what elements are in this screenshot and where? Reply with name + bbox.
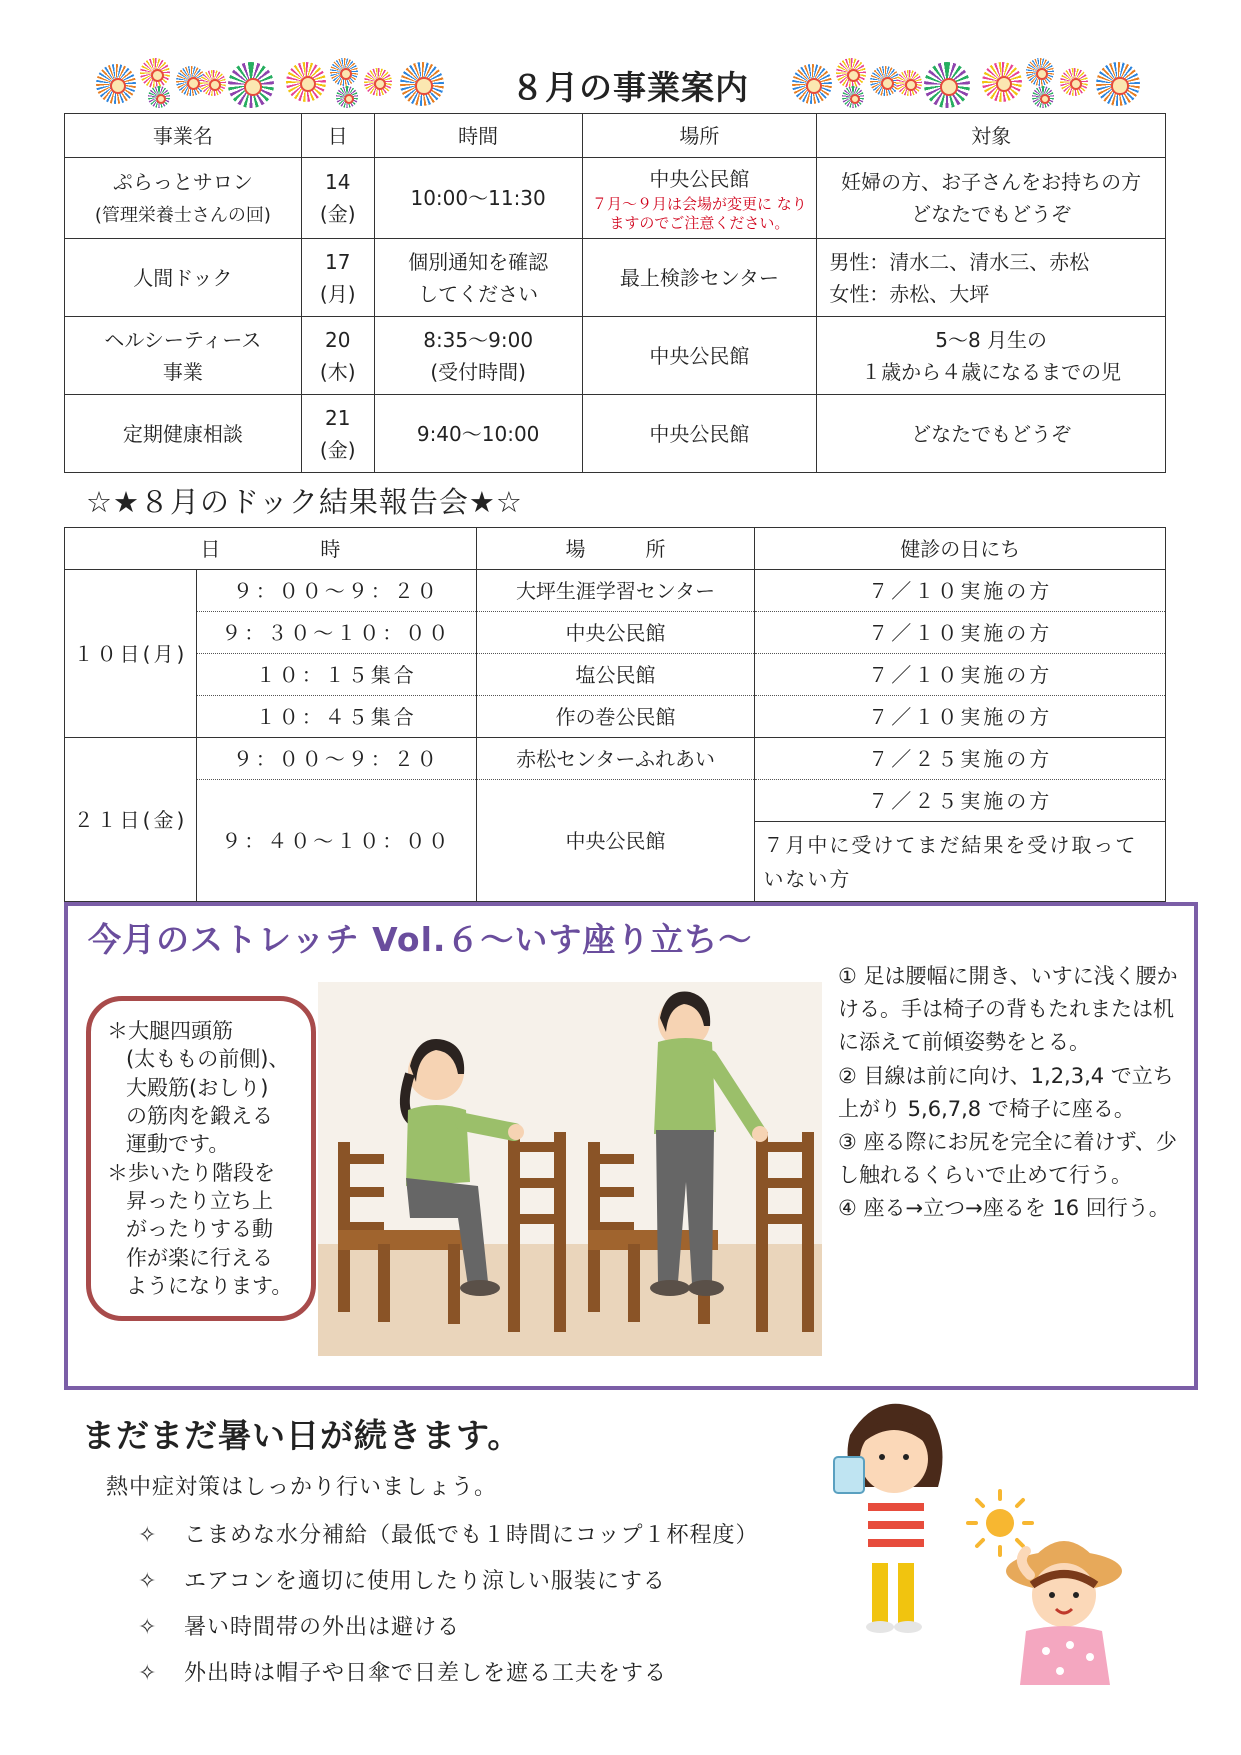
tip-text: 外出時は帽子や日傘で日差しを遮る工夫をする bbox=[184, 1661, 668, 1686]
header-cell: 健診の日にち bbox=[755, 528, 1166, 570]
event-target-sub: １歳から４歳になるまでの児 bbox=[861, 359, 1122, 384]
firework-icon bbox=[96, 64, 136, 104]
table-row bbox=[65, 317, 1166, 395]
event-target: 妊婦の方、お子さんをお持ちの方 bbox=[841, 170, 1142, 194]
bubble-line: がったりする動 bbox=[126, 1217, 273, 1242]
event-target-cell bbox=[817, 158, 1166, 239]
report-checkup: ７／１０実施の方 bbox=[755, 696, 1166, 738]
report-checkup: ７／１０実施の方 bbox=[755, 570, 1166, 612]
table-row bbox=[65, 570, 1166, 612]
event-day-cell bbox=[301, 317, 374, 395]
table-row bbox=[65, 158, 1166, 239]
dock-report-title: ☆★８月のドック結果報告会★☆ bbox=[86, 485, 523, 519]
report-time: ９：００～９：２０ bbox=[196, 570, 476, 612]
heat-subtitle: 熱中症対策はしっかり行いましょう。 bbox=[106, 1475, 498, 1500]
event-name-sub: 事業 bbox=[162, 359, 203, 384]
kids-drinking-water-illustration bbox=[820, 1395, 1130, 1685]
diamond-outline-icon: ✧ bbox=[138, 1615, 158, 1640]
firework-icon bbox=[228, 62, 274, 108]
heat-tips-list bbox=[138, 1513, 759, 1697]
event-target-cell bbox=[817, 317, 1166, 395]
firework-icon bbox=[336, 86, 358, 108]
report-checkup-extra: ７月中に受けてまだ結果を受け取っていない方 bbox=[755, 822, 1166, 902]
report-time: ９：３０～１０：００ bbox=[196, 612, 476, 654]
place-change-note: ７月～９月は会場が変更に なりますのでご注意ください。 bbox=[592, 195, 807, 232]
event-name: 人間ドック bbox=[65, 239, 302, 317]
report-time: ９：００～９：２０ bbox=[196, 738, 476, 780]
event-day: 20 bbox=[325, 327, 351, 352]
table-row bbox=[65, 696, 1166, 738]
firework-icon bbox=[148, 86, 170, 108]
diamond-outline-icon: ✧ bbox=[138, 1661, 158, 1686]
report-checkup: ７／１０実施の方 bbox=[755, 654, 1166, 696]
report-checkup: ７／１０実施の方 bbox=[755, 612, 1166, 654]
event-time-cell bbox=[374, 317, 582, 395]
event-name-sub: (管理栄養士さんの回) bbox=[94, 204, 271, 226]
report-date: １０日(月) bbox=[65, 570, 197, 738]
step-item: ④ 座る→立つ→座るを 16 回行う。 bbox=[838, 1196, 1170, 1221]
firework-icon bbox=[842, 86, 864, 108]
girl-with-hat-icon bbox=[1006, 1541, 1122, 1685]
list-item bbox=[138, 1513, 759, 1559]
firework-icon bbox=[140, 58, 170, 88]
event-target: 5～8 月生の bbox=[935, 327, 1048, 352]
event-target-sub: どなたでもどうぞ bbox=[911, 202, 1072, 226]
event-day-cell bbox=[301, 239, 374, 317]
event-name-cell bbox=[65, 317, 302, 395]
event-place-cell bbox=[582, 158, 817, 239]
event-name: ヘルシーティース bbox=[104, 327, 262, 352]
bubble-line: (太ももの前側)、 bbox=[126, 1047, 290, 1072]
event-day: 14 bbox=[325, 170, 351, 194]
tip-text: エアコンを適切に使用したり涼しい服装にする bbox=[184, 1569, 666, 1594]
chair-stand-illustration bbox=[318, 982, 822, 1356]
report-place: 中央公民館 bbox=[476, 780, 755, 902]
report-time: ９：４０～１０：００ bbox=[196, 780, 476, 902]
report-checkup: ７／２５実施の方 bbox=[755, 780, 1166, 822]
bubble-line: ＊大腿四頭筋 bbox=[107, 1019, 233, 1043]
header-cell: 事業名 bbox=[65, 114, 302, 158]
tip-text: こまめな水分補給（最低でも１時間にコップ１杯程度） bbox=[184, 1523, 759, 1548]
header-cell: 時間 bbox=[374, 114, 582, 158]
speech-bubble bbox=[86, 996, 316, 1321]
event-place: 中央公民館 bbox=[649, 167, 750, 192]
header-cell: 日 bbox=[301, 114, 374, 158]
event-weekday: (金) bbox=[319, 437, 356, 462]
header-cell: 場所 bbox=[582, 114, 817, 158]
sun-icon bbox=[968, 1491, 1032, 1555]
report-place: 作の巻公民館 bbox=[476, 696, 755, 738]
event-day: 17 bbox=[325, 249, 351, 274]
event-day-cell bbox=[301, 158, 374, 239]
heat-title: まだまだ暑い日が続きます。 bbox=[82, 1416, 522, 1455]
firework-icon bbox=[1096, 62, 1140, 106]
diamond-outline-icon: ✧ bbox=[138, 1569, 158, 1594]
firework-icon bbox=[836, 58, 866, 88]
tip-text: 暑い時間帯の外出は避ける bbox=[184, 1615, 461, 1640]
table-row bbox=[65, 612, 1166, 654]
events-table bbox=[64, 113, 1166, 473]
event-place: 中央公民館 bbox=[582, 317, 817, 395]
firework-icon bbox=[400, 62, 444, 106]
header-cell: 場 所 bbox=[476, 528, 755, 570]
event-time-sub: してください bbox=[418, 281, 539, 306]
event-time-cell bbox=[374, 239, 582, 317]
firework-icon bbox=[982, 62, 1022, 102]
report-checkup: ７／２５実施の方 bbox=[755, 738, 1166, 780]
firework-icon bbox=[200, 70, 226, 96]
table-row bbox=[65, 654, 1166, 696]
event-target-cell bbox=[817, 239, 1166, 317]
event-weekday: (月) bbox=[319, 281, 356, 306]
events-header-row bbox=[65, 114, 1166, 158]
event-day-cell bbox=[301, 395, 374, 473]
report-place: 中央公民館 bbox=[476, 612, 755, 654]
firework-icon bbox=[792, 64, 832, 104]
event-target-sub: 女性：赤松、大坪 bbox=[829, 281, 990, 306]
event-day: 21 bbox=[325, 405, 351, 430]
diamond-outline-icon: ✧ bbox=[138, 1523, 158, 1548]
list-item bbox=[138, 1559, 759, 1605]
event-weekday: (木) bbox=[319, 359, 356, 384]
event-place: 最上検診センター bbox=[582, 239, 817, 317]
event-time-sub: (受付時間) bbox=[430, 359, 526, 384]
event-time: 9:40～10:00 bbox=[374, 395, 582, 473]
table-row bbox=[65, 395, 1166, 473]
firework-icon bbox=[1032, 86, 1054, 108]
table-row bbox=[65, 738, 1166, 780]
bubble-line: 作が楽に行える bbox=[126, 1245, 273, 1270]
firework-icon bbox=[1026, 58, 1054, 86]
report-time: １０：４５集合 bbox=[196, 696, 476, 738]
chair-stand-icon bbox=[318, 982, 822, 1356]
dock-header-row bbox=[65, 528, 1166, 570]
bubble-line: ようになります。 bbox=[126, 1274, 293, 1299]
firework-icon bbox=[330, 58, 358, 86]
firework-icon bbox=[1060, 68, 1088, 96]
page-title: ８月の事業案内 bbox=[511, 68, 749, 107]
bubble-line: 昇ったり立ち上 bbox=[126, 1189, 273, 1214]
report-place: 赤松センターふれあい bbox=[476, 738, 755, 780]
list-item bbox=[138, 1651, 759, 1697]
event-target: 男性：清水二、清水三、赤松 bbox=[829, 249, 1090, 274]
bubble-line: ＊歩いたり階段を bbox=[107, 1160, 275, 1185]
girl-drinking-icon bbox=[834, 1404, 943, 1633]
firework-icon bbox=[896, 70, 922, 96]
table-row bbox=[65, 239, 1166, 317]
bubble-line: 運動です。 bbox=[126, 1132, 230, 1157]
firework-icon bbox=[364, 68, 392, 96]
header-cell: 日 時 bbox=[65, 528, 477, 570]
dock-report-table bbox=[64, 527, 1166, 902]
stretch-steps bbox=[838, 960, 1188, 1225]
header-cell: 対象 bbox=[817, 114, 1166, 158]
step-item: ① 足は腰幅に開き、いすに浅く腰かける。手は椅子の背もたれまたは机に添えて前傾姿勢をとる。 bbox=[838, 964, 1178, 1055]
report-place: 大坪生涯学習センター bbox=[476, 570, 755, 612]
event-name: 定期健康相談 bbox=[65, 395, 302, 473]
event-target: どなたでもどうぞ bbox=[817, 395, 1166, 473]
event-time: 8:35～9:00 bbox=[423, 327, 534, 352]
report-time: １０：１５集合 bbox=[196, 654, 476, 696]
list-item bbox=[138, 1605, 759, 1651]
stretch-title: 今月のストレッチ Vol.６～いす座り立ち～ bbox=[88, 920, 753, 959]
stretch-section bbox=[64, 902, 1198, 1390]
report-date: ２１日(金) bbox=[65, 738, 197, 902]
table-row bbox=[65, 780, 1166, 822]
bubble-line: の筋肉を鍛える bbox=[126, 1104, 273, 1129]
bubble-line: 大殿筋(おしり) bbox=[126, 1075, 269, 1100]
step-item: ③ 座る際にお尻を完全に着けず、少し触れるくらいで止めて行う。 bbox=[838, 1129, 1177, 1188]
event-weekday: (金) bbox=[319, 202, 356, 226]
event-time: 個別通知を確認 bbox=[408, 249, 549, 274]
firework-icon bbox=[286, 62, 326, 102]
event-name-cell bbox=[65, 158, 302, 239]
event-time: 10:00～11:30 bbox=[374, 158, 582, 239]
step-item: ② 目線は前に向け、1,2,3,4 で立ち上がり 5,6,7,8 で椅子に座る。 bbox=[838, 1063, 1174, 1121]
report-place: 塩公民館 bbox=[476, 654, 755, 696]
event-place: 中央公民館 bbox=[582, 395, 817, 473]
firework-icon bbox=[924, 62, 970, 108]
event-name: ぷらっとサロン bbox=[112, 169, 253, 194]
